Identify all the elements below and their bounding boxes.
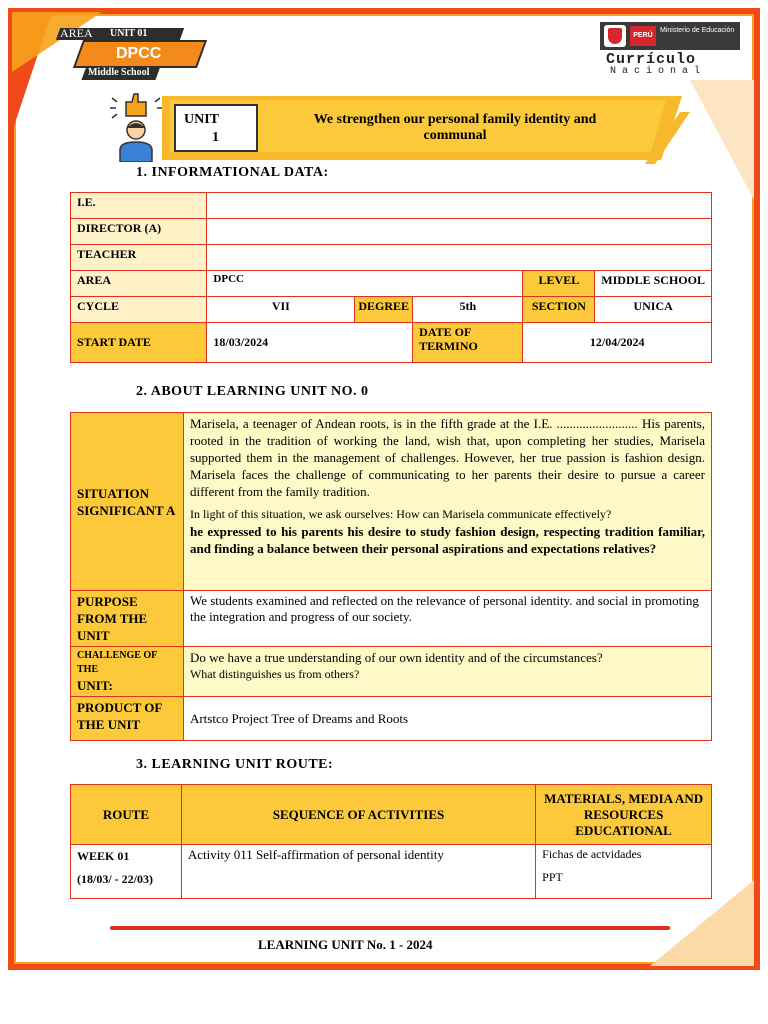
logo-nacional: Nacional [610, 66, 707, 77]
challenge-cell [183, 647, 711, 697]
table-row [71, 245, 712, 271]
director-value [207, 219, 712, 245]
degree-value: 5th [413, 297, 523, 323]
product-label: PRODUCT OF THE UNIT [71, 697, 184, 741]
table-row [71, 413, 712, 591]
challenge-question-2: What distinguishes us from others? [189, 667, 360, 681]
teacher-label: TEACHER [71, 245, 207, 271]
director-label: DIRECTOR (A) [71, 219, 207, 245]
situation-paragraph-3: he expressed to his parents his desire to study fashion design, respecting tradition familiar, and finding a balance between their personal aspirations and expectations relatives? [189, 524, 705, 556]
challenge-label-line-1: CHALLENGE OF THE [77, 650, 157, 675]
teacher-value [207, 245, 712, 271]
materials-cell [536, 845, 712, 899]
header-area-label: AREA [60, 26, 93, 40]
level-value: MIDDLE SCHOOL [595, 271, 712, 297]
footer-text: LEARNING UNIT No. 1 - 2024 [258, 937, 433, 952]
section-1-heading: 1. INFORMATIONAL DATA: [136, 165, 329, 180]
header-level-tag: Middle School [88, 67, 150, 78]
situation-cell [183, 413, 711, 591]
header-course: DPCC [116, 45, 162, 62]
product-value: Artstco Project Tree of Dreams and Roots [183, 697, 711, 741]
situation-paragraph-2: In light of this situation, we ask ourselves: How can Marisela communicate effectively? [189, 507, 612, 521]
route-cell [71, 845, 182, 899]
week-dates: (18/03/ - 22/03) [77, 872, 153, 886]
sequence-header: SEQUENCE OF ACTIVITIES [181, 785, 535, 845]
situation-label: SITUATION SIGNIFICANT A [71, 413, 184, 591]
material-item: PPT [542, 870, 563, 884]
start-date-label: START DATE [71, 323, 207, 363]
table-row [71, 271, 712, 297]
start-date-value: 18/03/2024 [207, 323, 413, 363]
section-value: UNICA [595, 297, 712, 323]
challenge-question-1: Do we have a true understanding of our own identity and of the circumstances? [189, 650, 603, 665]
situation-paragraph-1: Marisela, a teenager of Andean roots, is in the fifth grade at the I.E. ......................... His parents, rooted in the tradition of working the land, wish that, upon completing her studies, Marisela supported them in the management of challenges. However, her true passion is fashion design. Marisela faces the challenge of communicating to her parents their desire to pursue a career different from the family tradition. [189, 416, 705, 499]
unit-word: UNIT [184, 112, 220, 127]
shield-icon [604, 25, 626, 47]
table-header-row [71, 785, 712, 845]
unit-number: 1 [212, 130, 219, 145]
table-row [71, 297, 712, 323]
purpose-label: PURPOSE FROM THE UNIT [71, 591, 184, 647]
about-unit-table [70, 412, 712, 741]
logo-country: PERÚ [630, 26, 656, 46]
logo-ministry: Ministerio de Educación [660, 27, 735, 34]
header-unit-tag: UNIT 01 [110, 28, 148, 39]
activity-cell: Activity 011 Self-affirmation of personal identity [181, 845, 535, 899]
learning-route-table [70, 784, 712, 899]
table-row [71, 647, 712, 697]
unit-title: We strengthen our personal family identity and communal [313, 112, 597, 143]
section-label: SECTION [523, 297, 595, 323]
thumbs-up-person-icon [108, 92, 166, 162]
material-item: Fichas de actvidades [542, 847, 642, 861]
table-row [71, 323, 712, 363]
week-label: WEEK 01 [77, 849, 130, 863]
degree-label: DEGREE [355, 297, 413, 323]
logo-curriculo: Currículo [606, 51, 697, 68]
challenge-label-line-2: UNIT: [77, 678, 113, 693]
area-label: AREA [71, 271, 207, 297]
ie-label: I.E. [71, 193, 207, 219]
table-row [71, 219, 712, 245]
table-row [71, 193, 712, 219]
area-value: DPCC [207, 271, 523, 297]
cycle-label: CYCLE [71, 297, 207, 323]
end-date-label: DATE OF TERMINO [413, 323, 523, 363]
footer-divider [110, 926, 670, 930]
section-3-heading: 3. LEARNING UNIT ROUTE: [136, 757, 334, 772]
ie-value [207, 193, 712, 219]
route-header: ROUTE [71, 785, 182, 845]
end-date-value: 12/04/2024 [523, 323, 712, 363]
ministry-logo [600, 22, 740, 78]
table-row [71, 845, 712, 899]
table-row [71, 591, 712, 647]
cycle-value: VII [207, 297, 355, 323]
section-2-heading: 2. ABOUT LEARNING UNIT NO. 0 [136, 384, 369, 399]
challenge-label [71, 647, 184, 697]
purpose-value: We students examined and reflected on the relevance of personal identity. and social in promoting the integration and progress of our society. [183, 591, 711, 647]
informational-data-table [70, 192, 712, 363]
materials-header: MATERIALS, MEDIA AND RESOURCES EDUCATIONAL [536, 785, 712, 845]
level-label: LEVEL [523, 271, 595, 297]
table-row [71, 697, 712, 741]
